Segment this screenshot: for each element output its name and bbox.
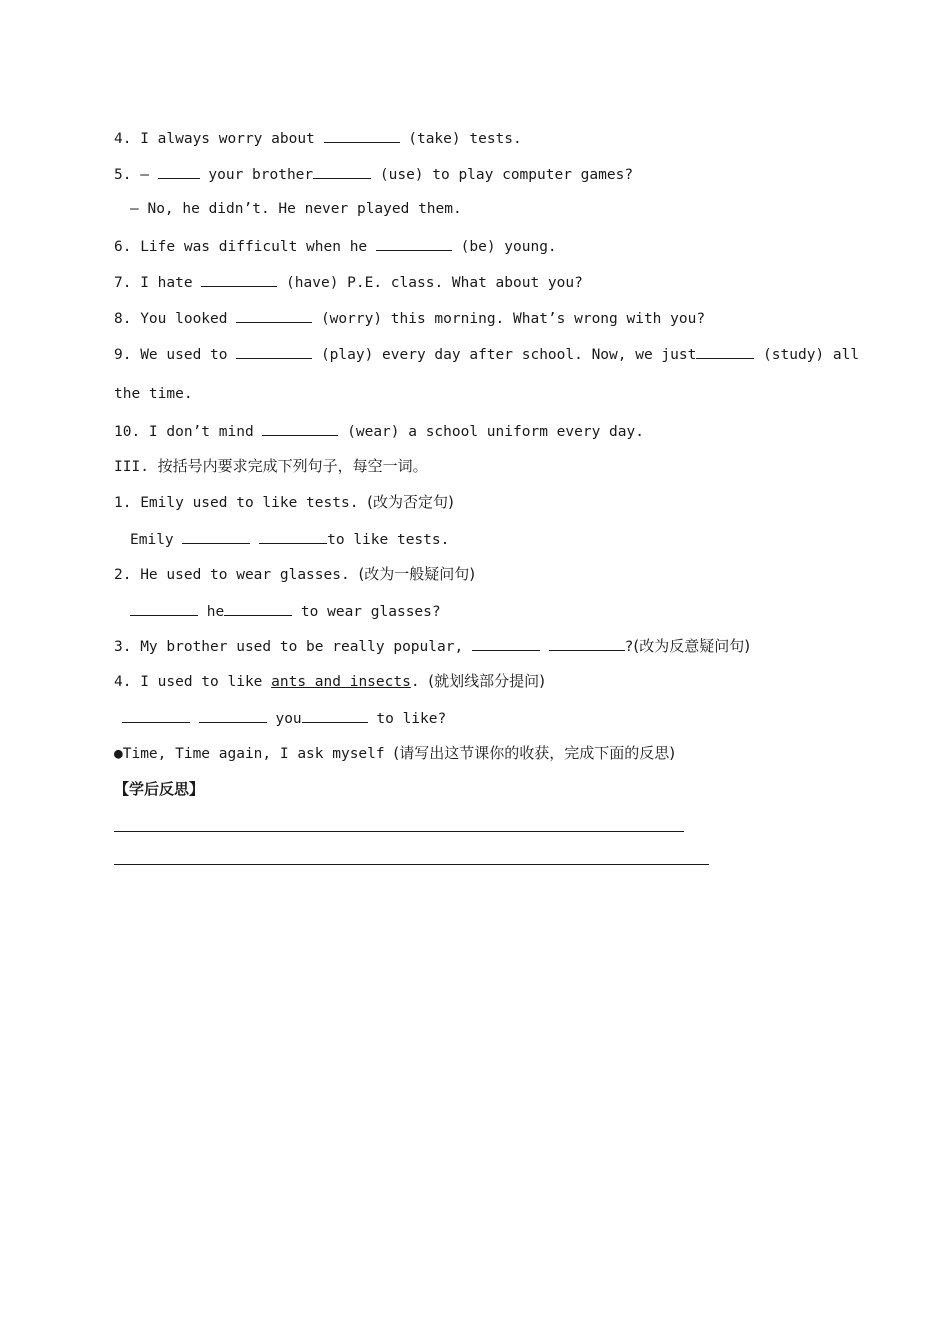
section-3-heading: III. 按括号内要求完成下列句子，每空一词。 bbox=[114, 457, 428, 475]
question-4: 4. I always worry about (take) tests. bbox=[114, 127, 522, 149]
sentence-1-answer: Emily to like tests. bbox=[130, 528, 449, 550]
underlined-phrase: ants and insects bbox=[271, 674, 411, 690]
answer-blank[interactable] bbox=[302, 707, 368, 723]
sentence-4: 4. I used to like ants and insects. (就划线部分提问) bbox=[114, 672, 546, 690]
answer-blank[interactable] bbox=[313, 163, 371, 179]
question-9: 9. We used to (play) every day after school. Now, we just (study) all bbox=[114, 343, 859, 365]
answer-blank[interactable] bbox=[130, 600, 198, 616]
reflection-heading: 【学后反思】 bbox=[114, 780, 205, 798]
answer-blank[interactable] bbox=[472, 635, 540, 651]
answer-blank[interactable] bbox=[262, 420, 338, 436]
question-8: 8. You looked (worry) this morning. What’s wrong with you? bbox=[114, 307, 705, 329]
answer-blank[interactable] bbox=[236, 343, 312, 359]
bullet-icon: ● bbox=[114, 746, 123, 762]
question-10: 10. I don’t mind (wear) a school uniform every day. bbox=[114, 420, 644, 442]
answer-blank[interactable] bbox=[259, 528, 327, 544]
question-9-continued: the time. bbox=[114, 386, 193, 402]
answer-blank[interactable] bbox=[224, 600, 292, 616]
answer-blank[interactable] bbox=[199, 707, 267, 723]
sentence-3: 3. My brother used to be really popular, ?(改为反意疑问句) bbox=[114, 637, 751, 655]
answer-blank[interactable] bbox=[201, 271, 277, 287]
question-5: 5. — your brother (use) to play computer games? bbox=[114, 163, 633, 185]
sentence-2-answer: he to wear glasses? bbox=[130, 600, 441, 622]
reflection-line-1[interactable] bbox=[114, 831, 684, 832]
sentence-2: 2. He used to wear glasses. (改为一般疑问句) bbox=[114, 565, 476, 583]
question-6: 6. Life was difficult when he (be) young. bbox=[114, 235, 557, 257]
sentence-4-answer: you to like? bbox=[122, 707, 446, 729]
answer-blank[interactable] bbox=[182, 528, 250, 544]
reflection-line-2[interactable] bbox=[114, 864, 709, 865]
answer-blank[interactable] bbox=[122, 707, 190, 723]
answer-blank[interactable] bbox=[158, 163, 200, 179]
question-7: 7. I hate (have) P.E. class. What about you? bbox=[114, 271, 583, 293]
answer-blank[interactable] bbox=[376, 235, 452, 251]
answer-blank[interactable] bbox=[696, 343, 754, 359]
answer-blank[interactable] bbox=[549, 635, 625, 651]
answer-blank[interactable] bbox=[324, 127, 400, 143]
reflection-prompt: ●Time, Time again, I ask myself (请写出这节课你的收获，完成下面的反思) bbox=[114, 744, 676, 762]
answer-blank[interactable] bbox=[236, 307, 312, 323]
sentence-1: 1. Emily used to like tests. (改为否定句) bbox=[114, 493, 454, 511]
question-5-answer: — No, he didn’t. He never played them. bbox=[130, 201, 462, 217]
